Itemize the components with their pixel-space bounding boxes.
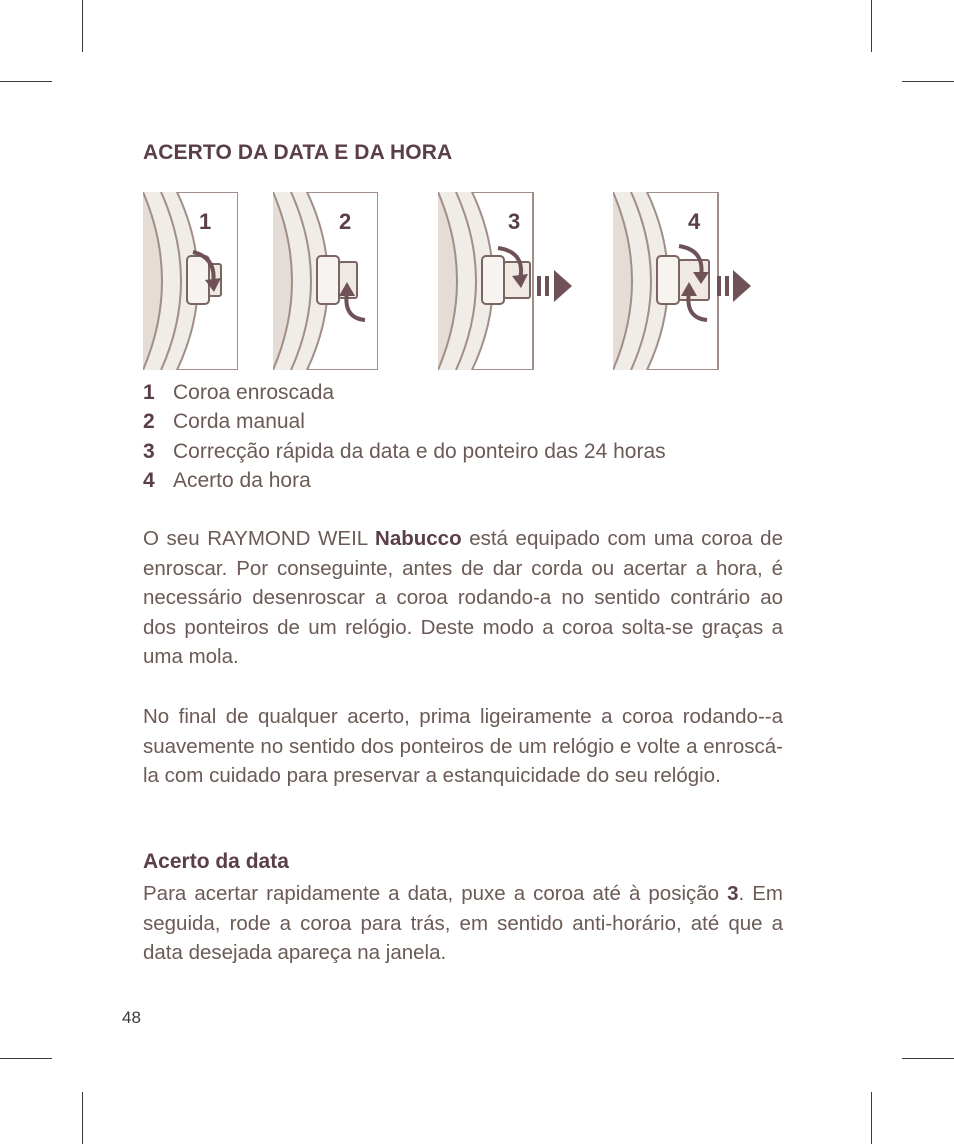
crown-time-setting-icon [613, 192, 753, 370]
date-setting-paragraph [143, 879, 783, 968]
legend-text: Correcção rápida da data e do ponteiro das 24 horas [173, 439, 666, 463]
crop-mark [82, 0, 83, 52]
legend-number: 3 [143, 439, 155, 463]
crop-mark [82, 1092, 83, 1144]
legend-text: Corda manual [173, 410, 305, 434]
figure-label: 1 [199, 209, 212, 234]
position-number: 3 [727, 882, 739, 905]
figure-label: 4 [688, 209, 701, 234]
legend-text: Acerto da hora [173, 469, 311, 493]
figure-legend [143, 378, 666, 496]
crown-winding-icon [273, 192, 378, 370]
crop-mark [902, 81, 954, 82]
legend-text: Coroa enroscada [173, 380, 335, 404]
page-title: ACERTO DA DATA E DA HORA [143, 141, 453, 164]
legend-number: 4 [143, 469, 155, 493]
section-heading: Acerto da data [143, 850, 289, 873]
crop-mark [0, 1058, 52, 1059]
paragraph-text: O seu RAYMOND WEIL [143, 527, 376, 550]
figure-label: 3 [508, 209, 521, 234]
page-number: 48 [122, 1008, 141, 1027]
final-adjustment-paragraph: No final de qualquer acerto, prima ligeiramente a coroa rodando--a suavemente no sentido dos ponteiros de um relógio e volte a enroscá-la com cuidado para preservar a estanquicidade do seu relógio. [143, 705, 783, 787]
paragraph-text: . Em seguida, rode a coroa para trás, em sentido anti-horário, até que a data desejada apareça na janela. [143, 882, 783, 964]
crop-mark [902, 1058, 954, 1059]
model-name: Nabucco [375, 527, 462, 550]
paragraph-text: Para acertar rapidamente a data, puxe a coroa até à posição [143, 882, 728, 905]
figure-label: 2 [339, 209, 352, 234]
legend-item [143, 437, 666, 467]
legend-number: 1 [143, 380, 155, 404]
legend-number: 2 [143, 410, 155, 434]
intro-paragraph [143, 524, 783, 672]
crop-mark [871, 1092, 872, 1144]
crop-mark [871, 0, 872, 52]
crop-mark [0, 81, 52, 82]
crown-screwed-icon [143, 192, 238, 370]
paragraph-text: está equipado com uma coroa de enroscar. Por conseguinte, antes de dar corda ou acertar a hora, é necessário desenroscar a coroa rodando-a no sentido contrário ao dos ponteiros de um relógio. Deste modo a coroa solta-se graças a uma mola. [143, 527, 783, 668]
legend-item [143, 408, 666, 438]
legend-item [143, 378, 666, 408]
legend-item [143, 467, 666, 497]
